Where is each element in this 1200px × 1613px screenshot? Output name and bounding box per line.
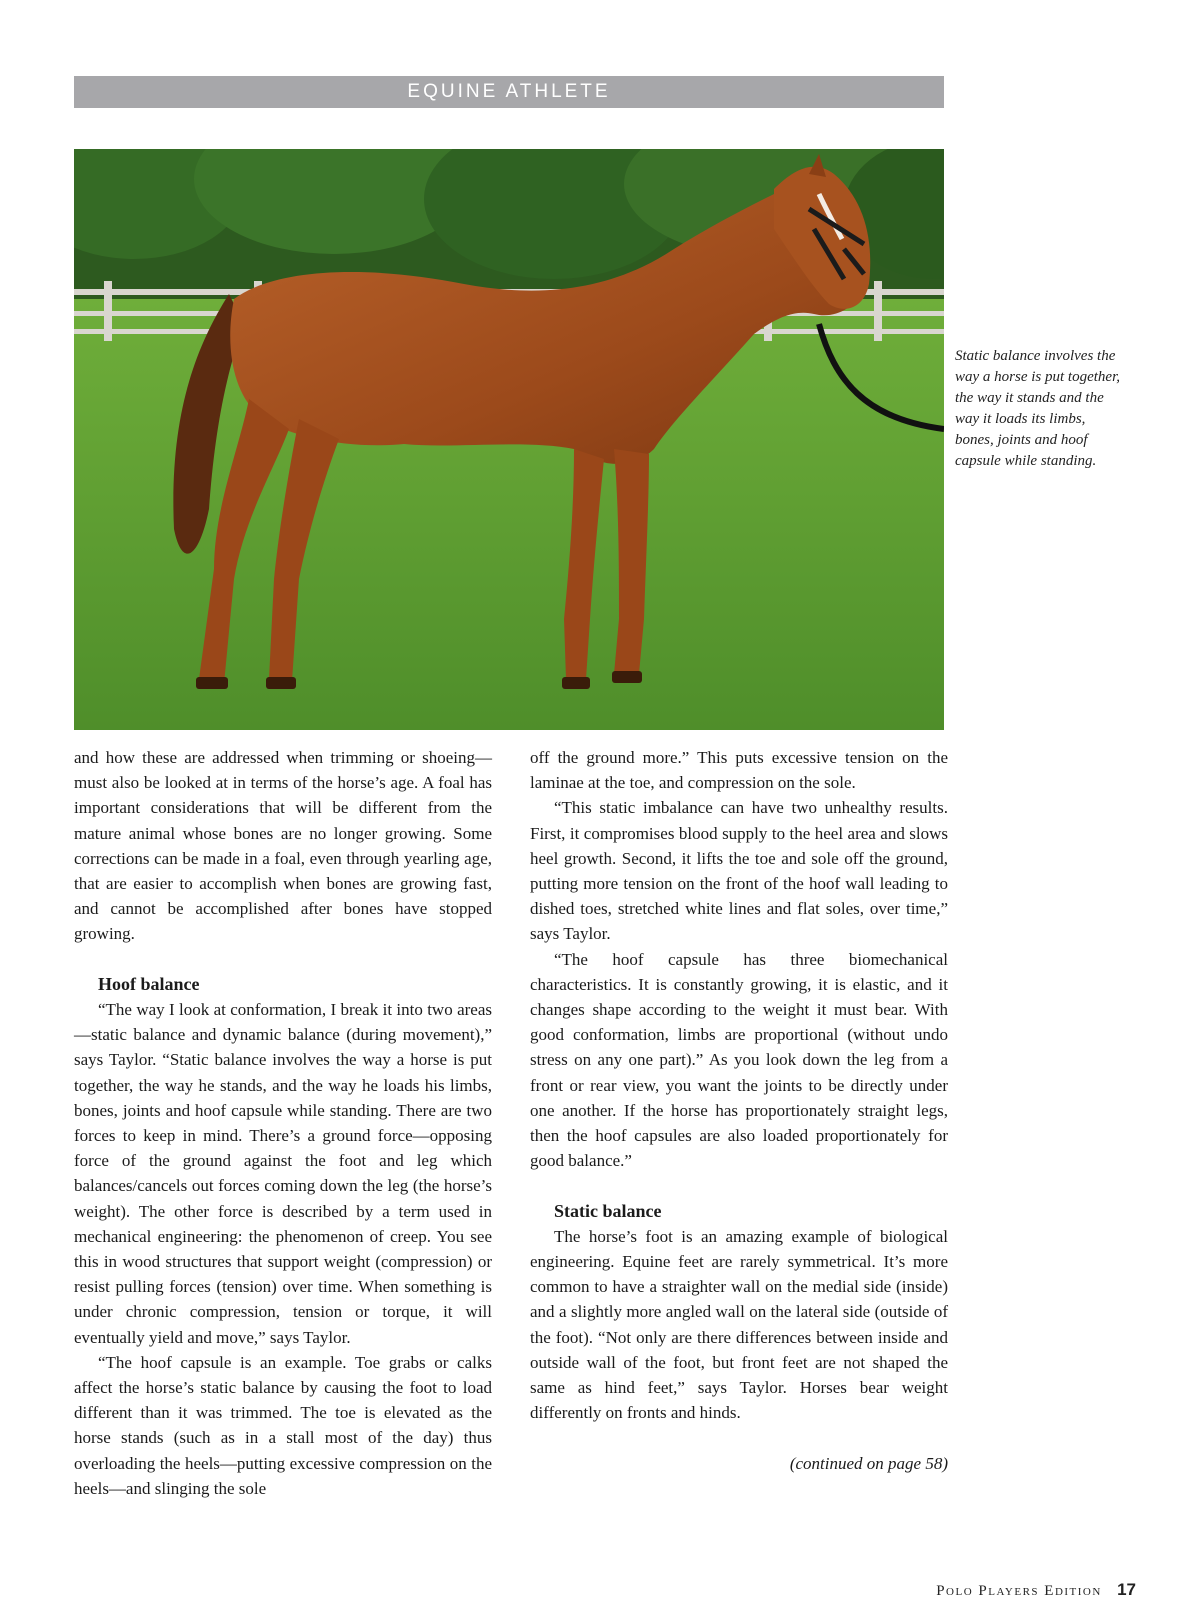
page-number: 17 (1117, 1580, 1136, 1599)
right-paragraph-3: “The hoof capsule has three biomechanical characteristics. It is constantly growing, it is elastic, and it changes shape according to the weight it must bear. With good conformation, limbs are proportional (without undo stress on any one part).” As you look down the leg from a front or rear view, you want the joints to be directly under one another. If the horse has proportionately straight legs, then the hoof capsules are also loaded proportionately for good balance.” (530, 949, 948, 1171)
horse-photo (74, 149, 944, 730)
static-balance-heading: Static balance (554, 1200, 662, 1221)
right-paragraph-2: “This static imbalance can have two unhealthy results. First, it compromises blood supply to the heel area and slows heel growth. Second, it lifts the toe and sole off the ground, putting more tension on the front of the hoof wall leading to dished toes, stretched white lines and flat soles, over time,” says Taylor. (530, 798, 948, 944)
page-footer (936, 1580, 1136, 1600)
left-paragraph-3: “The hoof capsule is an example. Toe grabs or calks affect the horse’s static balance by causing the foot to load different than it was trimmed. The toe is elevated as the horse stands (such as in a stall most of the day) thus overloading the heels—putting excessive compression on the heels—and slinging the sole (74, 1352, 492, 1498)
right-paragraph-1: off the ground more.” This puts excessive tension on the laminae at the toe, and compression on the sole. (530, 748, 948, 793)
section-header: EQUINE ATHLETE (74, 76, 944, 108)
left-paragraph-1: and how these are addressed when trimming or shoeing—must also be looked at in terms of the horse’s age. A foal has important considerations that will be different from the mature animal whose bones are no longer growing. Some corrections can be made in a foal, even through yearling age, that are easier to accomplish when bones are growing fast, and cannot be accomplished after bones have stopped growing. (74, 748, 492, 944)
photo-caption: Static balance involves the way a horse is put together, the way it stands and the way it loads its limbs, bones, joints and hoof capsule while standing. (955, 348, 1120, 469)
left-column (74, 745, 492, 1501)
hoof-balance-heading: Hoof balance (98, 973, 200, 994)
right-column (530, 745, 948, 1476)
continued-note: (continued on page 58) (789, 1453, 948, 1473)
publication-name: Polo Players Edition (936, 1583, 1102, 1599)
right-paragraph-4: The horse’s foot is an amazing example of biological engineering. Equine feet are rarely symmetrical. It’s more common to have a straighter wall on the medial side (inside) and a slightly more angled wall on the lateral side (outside of the foot). “Not only are there differences between inside and outside wall of the foot, but front feet are not shaped the same as hind feet,” says Taylor. Horses bear weight differently on fronts and hinds. (530, 1226, 948, 1423)
left-paragraph-2: “The way I look at conformation, I break it into two areas—static balance and dynamic balance (during movement),” says Taylor. “Static balance involves the way a horse is put together, the way he stands, and the way he loads his limbs, bones, joints and hoof capsule while standing. There are two forces to keep in mind. There’s a ground force—opposing force of the ground against the foot and leg which balances/cancels out forces coming down the leg (the horse’s weight). The other force is described by a term used in mechanical engineering: the phenomenon of creep. You see this in wood structures that support weight (compression) or resist pulling forces (tension) over time. When something is under chronic compression, tension or torque, it will eventually yield and move,” says Taylor. (74, 1000, 492, 1347)
